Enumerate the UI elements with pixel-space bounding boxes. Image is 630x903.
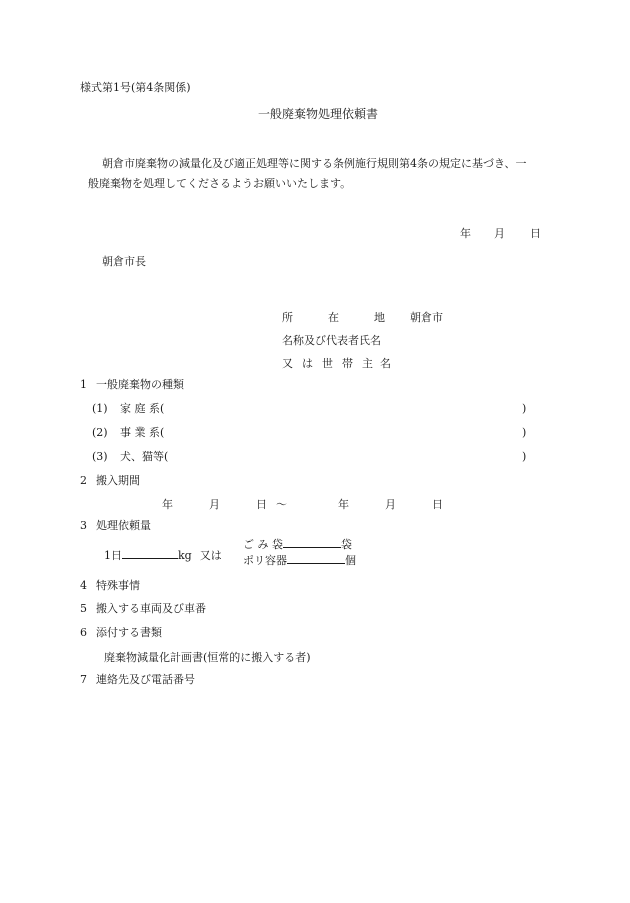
poly-count-blank[interactable] bbox=[287, 553, 345, 564]
daily-amount-row bbox=[104, 548, 222, 561]
household-label-1: 又 bbox=[282, 357, 293, 370]
section-5-title: 搬入する車両及び車番 bbox=[96, 602, 206, 615]
household-label-4: 帯 bbox=[342, 357, 353, 370]
address-label-3: 地 bbox=[374, 311, 385, 324]
s1-item-1-num: (1) bbox=[92, 402, 108, 415]
bag-count-blank[interactable] bbox=[283, 537, 341, 548]
body-line-1: 朝倉市廃棄物の減量化及び適正処理等に関する条例施行規則第4条の規定に基づき、一 bbox=[102, 157, 527, 170]
bag-unit: 袋 bbox=[341, 538, 352, 551]
s1-item-1-label: 家 庭 系( bbox=[120, 402, 165, 415]
s1-item-3-close: ) bbox=[522, 450, 527, 463]
date-year-label: 年 bbox=[460, 227, 471, 240]
s1-item-2-label: 事 業 系( bbox=[120, 426, 165, 439]
section-1-title: 一般廃棄物の種類 bbox=[96, 378, 184, 391]
period-day-2: 日 bbox=[432, 498, 443, 511]
section-4-number: 4 bbox=[80, 579, 87, 592]
s1-item-2-close: ) bbox=[522, 426, 527, 439]
household-label-3: 世 bbox=[322, 357, 333, 370]
bag-row bbox=[243, 537, 352, 550]
section-2-title: 搬入期間 bbox=[96, 474, 140, 487]
section-3-title: 処理依頼量 bbox=[96, 519, 151, 532]
poly-row bbox=[243, 553, 356, 566]
document-title: 一般廃棄物処理依頼書 bbox=[258, 107, 379, 121]
period-month-1: 月 bbox=[209, 498, 220, 511]
section-7-number: 7 bbox=[80, 673, 87, 686]
kg-label: kg bbox=[178, 549, 192, 562]
poly-unit: 個 bbox=[345, 554, 356, 567]
period-year-1: 年 bbox=[162, 498, 173, 511]
form-number: 様式第1号(第4条関係) bbox=[80, 81, 191, 94]
period-year-2: 年 bbox=[338, 498, 349, 511]
date-day-label: 日 bbox=[530, 227, 541, 240]
section-1-number: 1 bbox=[80, 378, 87, 391]
s1-item-3-num: (3) bbox=[92, 450, 108, 463]
period-day-1: 日 bbox=[256, 498, 267, 511]
address-label-2: 在 bbox=[328, 311, 339, 324]
period-month-2: 月 bbox=[385, 498, 396, 511]
period-tilde: 〜 bbox=[276, 498, 287, 511]
household-label-5: 主 bbox=[362, 357, 373, 370]
address-label-1: 所 bbox=[282, 311, 293, 324]
household-label-2: は bbox=[302, 357, 313, 370]
section-3-number: 3 bbox=[80, 519, 87, 532]
bag-label: ご み 袋 bbox=[243, 538, 283, 551]
s1-item-2-num: (2) bbox=[92, 426, 108, 439]
section-2-number: 2 bbox=[80, 474, 87, 487]
section-6-number: 6 bbox=[80, 626, 87, 639]
section-6-sub: 廃棄物減量化計画書(恒常的に搬入する者) bbox=[104, 651, 311, 664]
kg-amount-blank[interactable] bbox=[122, 548, 178, 559]
or-label: 又は bbox=[199, 549, 222, 562]
household-label-6: 名 bbox=[380, 357, 391, 370]
addressee: 朝倉市長 bbox=[102, 255, 146, 268]
date-month-label: 月 bbox=[494, 227, 505, 240]
section-7-title: 連絡先及び電話番号 bbox=[96, 673, 195, 686]
name-label: 名称及び代表者氏名 bbox=[282, 334, 381, 347]
s1-item-1-close: ) bbox=[522, 402, 527, 415]
day-label: 1日 bbox=[104, 549, 122, 562]
s1-item-3-label: 犬、猫等( bbox=[120, 450, 169, 463]
section-5-number: 5 bbox=[80, 602, 87, 615]
address-value: 朝倉市 bbox=[410, 311, 443, 324]
body-line-2: 般廃棄物を処理してくださるようお願いいたします。 bbox=[88, 177, 352, 190]
poly-label: ポリ容器 bbox=[243, 554, 287, 567]
section-4-title: 特殊事情 bbox=[96, 579, 140, 592]
section-6-title: 添付する書類 bbox=[96, 626, 162, 639]
